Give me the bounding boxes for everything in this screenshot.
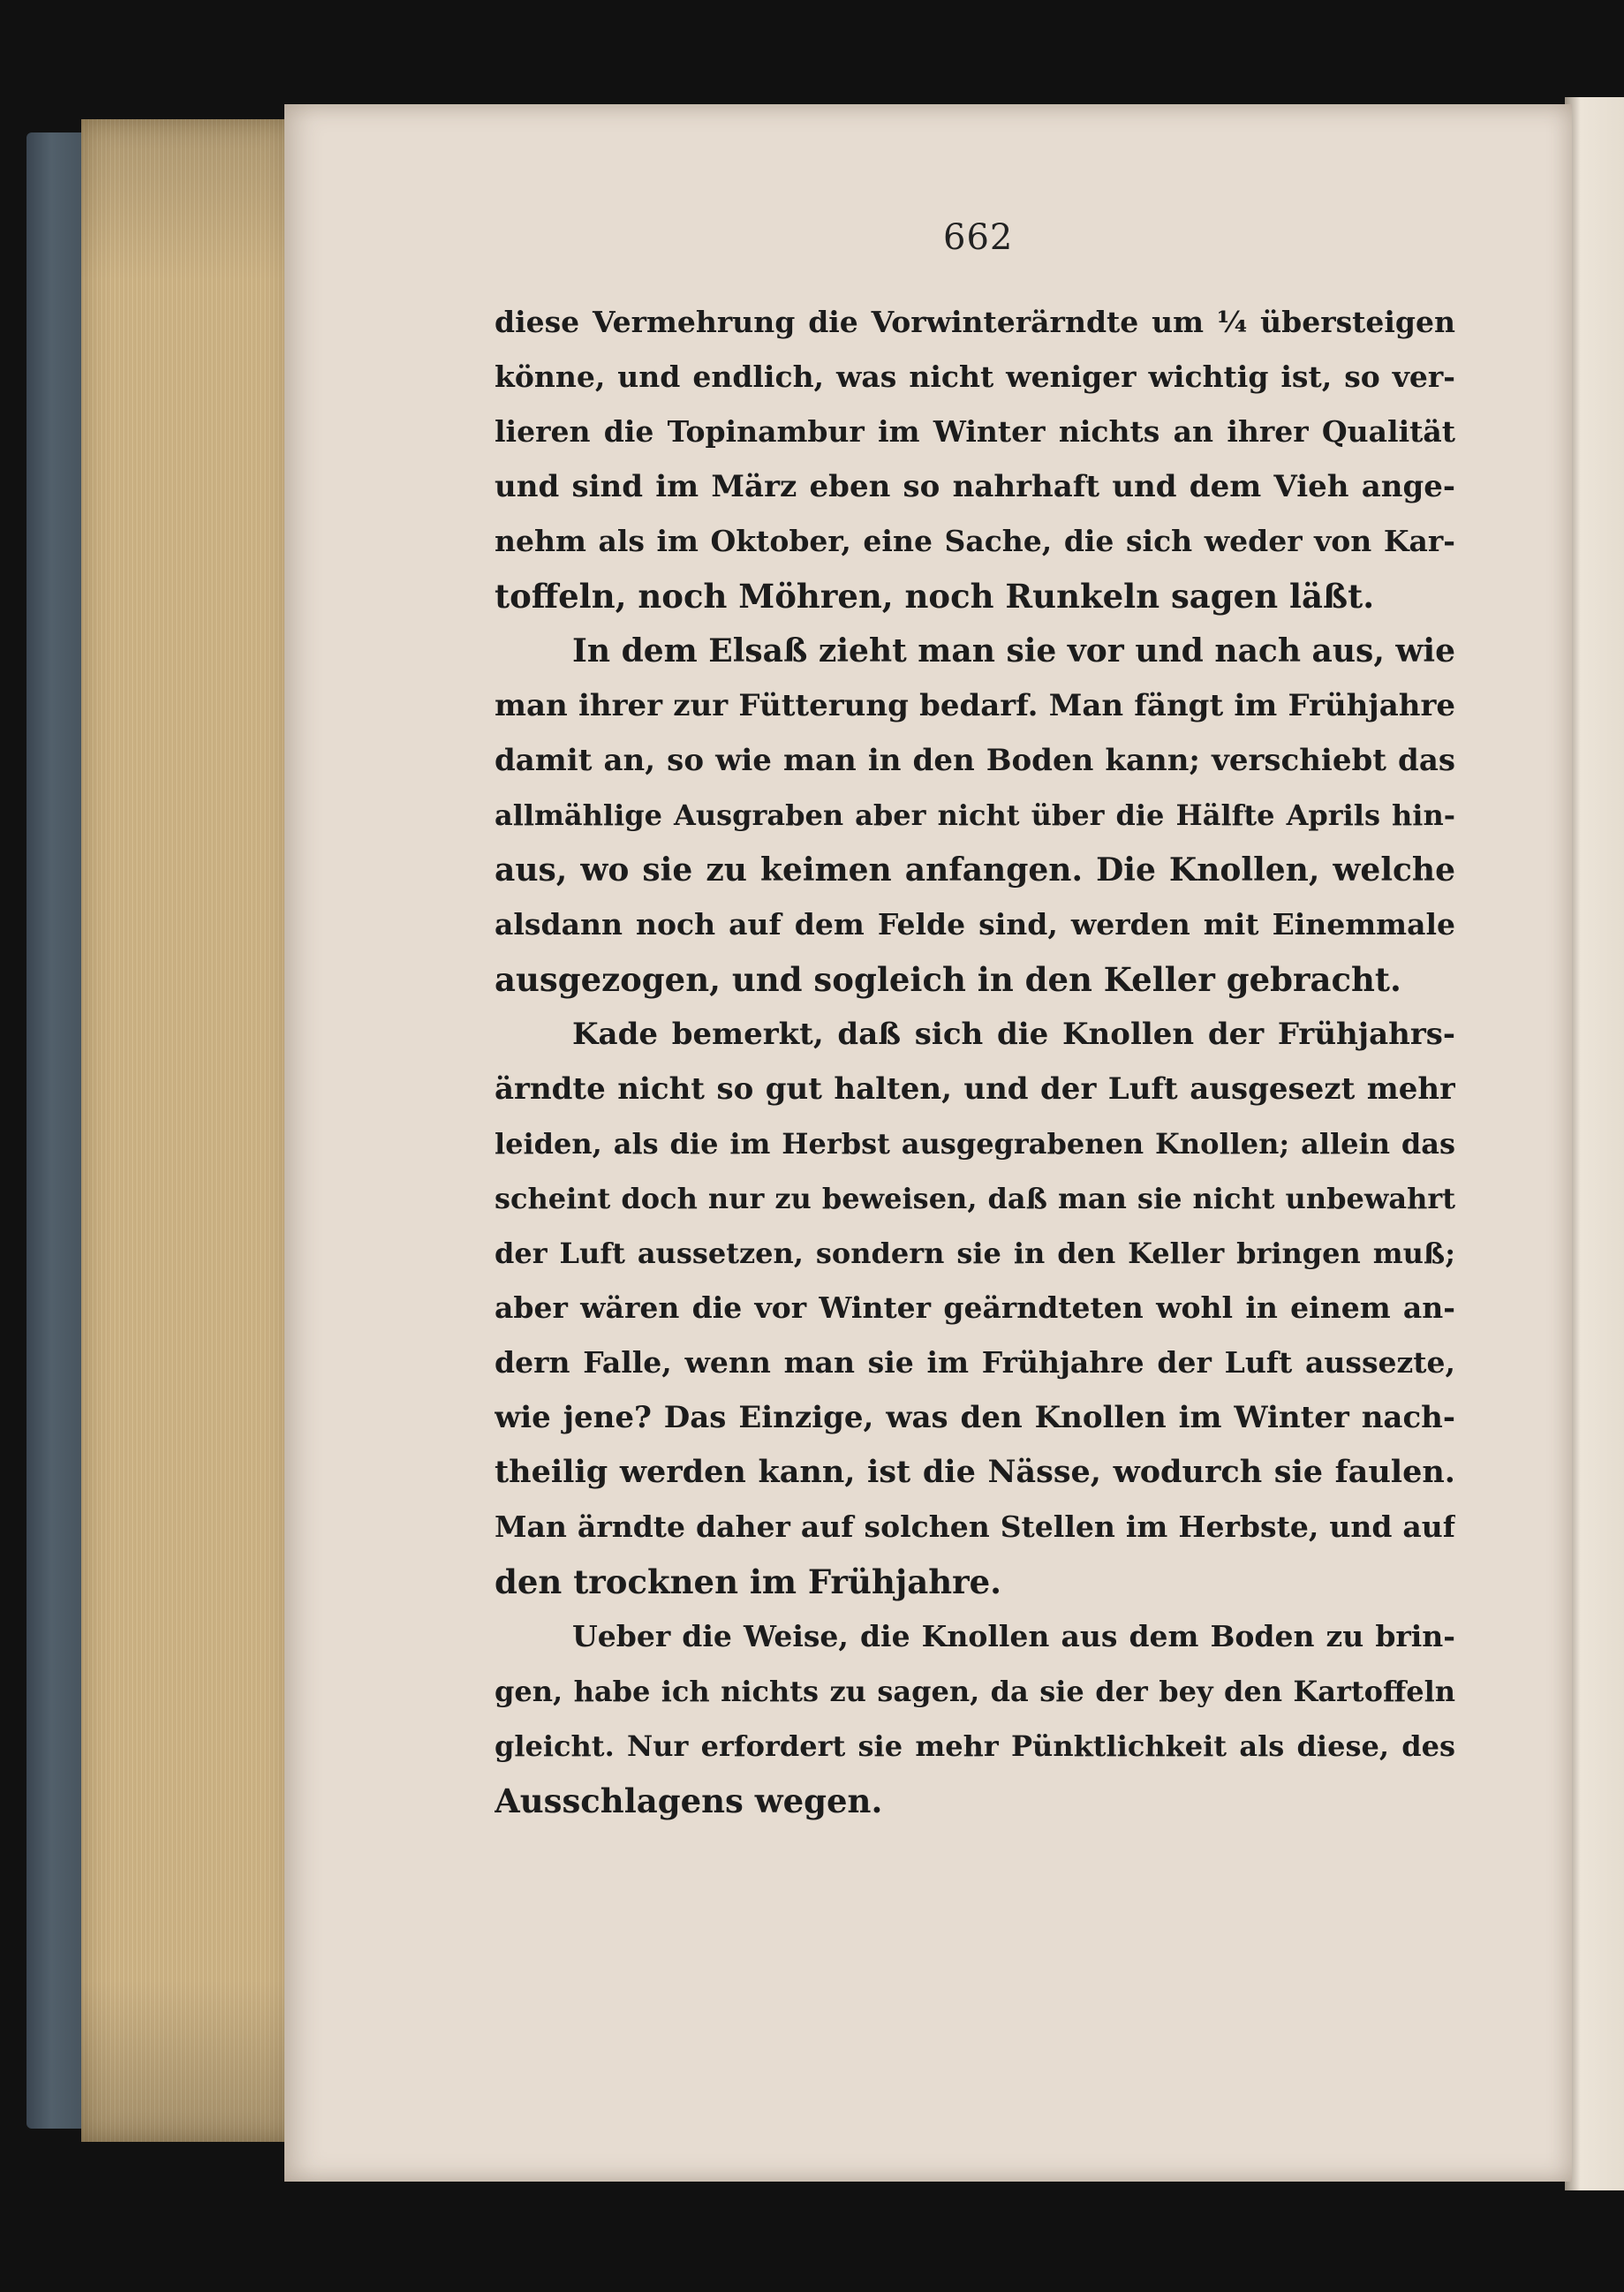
text-line: man ihrer zur Fütterung bedarf. Man fängt im Frühjahre xyxy=(495,688,1455,723)
text-line: und sind im März eben so nahrhaft und dem Vieh ange- xyxy=(495,469,1455,504)
text-line: allmählige Ausgraben aber nicht über die Hälfte Aprils hin- xyxy=(495,798,1455,832)
body-text xyxy=(495,295,1455,1828)
text-line: könne, und endlich, was nicht weniger wichtig ist, so ver- xyxy=(495,359,1455,394)
facing-page-edge xyxy=(1565,97,1624,2190)
text-line: gen, habe ich nichts zu sagen, da sie der bey den Kartoffeln xyxy=(495,1675,1455,1708)
text-line: theilig werden kann, ist die Nässe, wodurch sie faulen. xyxy=(495,1454,1455,1490)
text-line: aus, wo sie zu keimen anfangen. Die Knollen, welche xyxy=(495,851,1455,889)
page-edges xyxy=(81,119,293,2142)
text-line: Kade bemerkt, daß sich die Knollen der Frühjahrs- xyxy=(572,1017,1455,1052)
text-line: ärndte nicht so gut halten, und der Luft ausgesezt mehr xyxy=(495,1071,1455,1107)
text-line: alsdann noch auf dem Felde sind, werden mit Einemmale xyxy=(495,907,1455,942)
text-line: den trocknen im Frühjahre. xyxy=(495,1562,1002,1601)
text-line: scheint doch nur zu beweisen, daß man sie nicht unbewahrt xyxy=(495,1182,1455,1215)
text-line: Ueber die Weise, die Knollen aus dem Boden zu brin- xyxy=(572,1619,1455,1653)
text-line: aber wären die vor Winter geärndteten wohl in einem an- xyxy=(495,1290,1455,1325)
text-line: der Luft aussetzen, sondern sie in den Keller bringen muß; xyxy=(495,1237,1455,1270)
text-line: dern Falle, wenn man sie im Frühjahre der Luft aussezte, xyxy=(495,1345,1455,1380)
book-cover xyxy=(26,132,88,2129)
text-line: Man ärndte daher auf solchen Stellen im Herbste, und auf xyxy=(495,1509,1455,1544)
text-line: lieren die Topinambur im Winter nichts an ihrer Qualität xyxy=(495,414,1455,449)
text-line: ausgezogen, und sogleich in den Keller gebracht. xyxy=(495,960,1401,999)
text-line: gleicht. Nur erfordert sie mehr Pünktlichkeit als diese, des xyxy=(495,1729,1455,1763)
text-line: toffeln, noch Möhren, noch Runkeln sagen läßt. xyxy=(495,577,1375,616)
text-line: nehm als im Oktober, eine Sache, die sich weder von Kar- xyxy=(495,524,1455,558)
text-line: Ausschlagens wegen. xyxy=(495,1781,883,1820)
text-line: damit an, so wie man in den Boden kann; verschiebt das xyxy=(495,743,1455,778)
text-line: wie jene? Das Einzige, was den Knollen im Winter nach- xyxy=(495,1400,1455,1435)
text-line: leiden, als die im Herbst ausgegrabenen Knollen; allein das xyxy=(495,1127,1455,1161)
page-number: 662 xyxy=(943,217,1014,258)
text-line: diese Vermehrung die Vorwinterärndte um ¼ übersteigen xyxy=(495,305,1455,339)
text-line: In dem Elsaß zieht man sie vor und nach aus, wie xyxy=(572,632,1455,669)
